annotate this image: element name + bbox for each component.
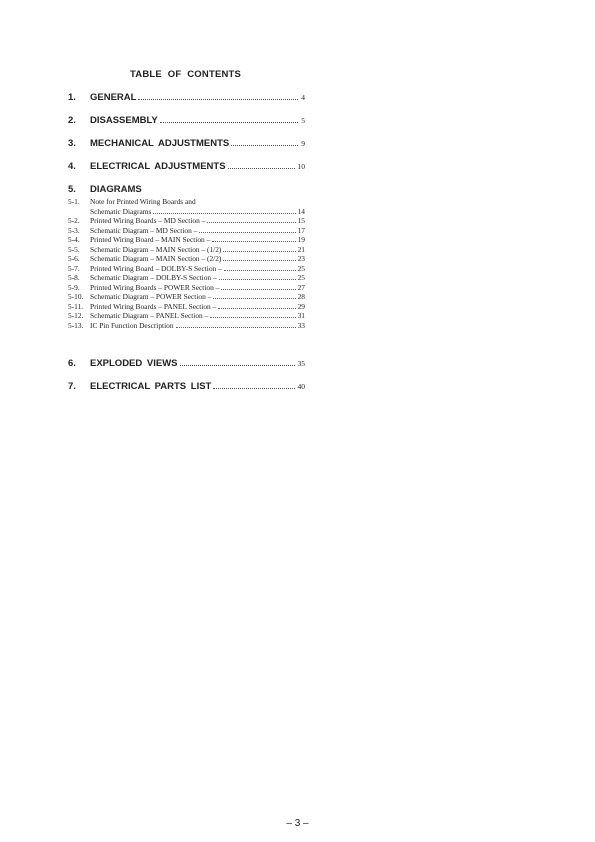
subsection-title: IC Pin Function Description — [90, 320, 174, 330]
toc-subsection[interactable] — [68, 254, 305, 264]
section-title: GENERAL — [90, 92, 137, 103]
subsection-page: 15 — [297, 216, 305, 225]
subsection-number: 5-5. — [68, 244, 80, 254]
dot-leader — [223, 259, 295, 261]
subsection-title: Printed Wiring Boards – MD Section – — [90, 216, 206, 225]
dot-leader — [180, 364, 295, 366]
dot-leader — [199, 231, 295, 233]
section-title: MECHANICAL ADJUSTMENTS — [90, 138, 230, 149]
dot-leader — [160, 121, 299, 123]
dot-leader — [213, 297, 295, 299]
subsection-title: Schematic Diagram – MD Section – — [90, 225, 198, 235]
section-number: 2. — [68, 115, 76, 126]
section-number: 4. — [68, 161, 76, 172]
section-page: 10 — [297, 162, 305, 171]
toc-subsection[interactable] — [68, 264, 305, 274]
toc-subsection[interactable] — [68, 321, 305, 331]
toc-section-general[interactable] — [68, 92, 305, 106]
toc-subsection[interactable] — [68, 197, 305, 207]
subsection-title: Schematic Diagram – MAIN Section – (1/2) — [90, 244, 222, 254]
toc-subsection[interactable] — [68, 207, 305, 217]
subsection-number: 5-3. — [68, 225, 80, 235]
toc-subsection[interactable] — [68, 226, 305, 236]
toc-section-mechanical-adjustments[interactable] — [68, 138, 305, 152]
section-page: 9 — [301, 139, 305, 148]
dot-leader — [219, 278, 296, 280]
subsection-page: 25 — [297, 273, 305, 282]
subsection-page: 27 — [297, 282, 305, 292]
subsection-page: 17 — [297, 225, 305, 235]
section-page: 4 — [301, 93, 305, 102]
diagrams-subsection-list — [68, 197, 305, 330]
subsection-number: 5-7. — [68, 263, 80, 273]
section-number: 1. — [68, 92, 76, 103]
toc-section-electrical-adjustments[interactable] — [68, 161, 305, 175]
subsection-number: 5-12. — [68, 311, 84, 320]
subsection-page: 19 — [297, 235, 305, 244]
section-page: 35 — [297, 359, 305, 368]
subsection-number: 5-11. — [68, 301, 84, 311]
toc-subsection[interactable] — [68, 216, 305, 226]
toc-subsection[interactable] — [68, 302, 305, 312]
subsection-title: Printed Wiring Board – DOLBY-S Section – — [90, 263, 222, 273]
subsection-title: Schematic Diagram – POWER Section – — [90, 292, 212, 301]
subsection-title: Printed Wiring Boards – PANEL Section – — [90, 301, 217, 311]
section-title: ELECTRICAL ADJUSTMENTS — [90, 161, 226, 172]
subsection-number: 5-2. — [68, 216, 80, 225]
dot-leader — [138, 98, 298, 100]
subsection-number: 5-4. — [68, 235, 80, 244]
section-title: ELECTRICAL PARTS LIST — [90, 381, 212, 392]
dot-leader — [213, 387, 294, 389]
dot-leader — [231, 144, 298, 146]
dot-leader — [210, 316, 295, 318]
dot-leader — [207, 221, 295, 223]
subsection-page: 23 — [297, 254, 305, 263]
subsection-title: Schematic Diagram – DOLBY-S Section – — [90, 273, 217, 282]
toc-subsection[interactable] — [68, 235, 305, 245]
subsection-number: 5-6. — [68, 254, 80, 263]
subsection-page: 33 — [297, 320, 305, 330]
section-title: DISASSEMBLY — [90, 115, 158, 126]
dot-leader — [228, 167, 295, 169]
subsection-title: Schematic Diagrams — [90, 206, 152, 216]
dot-leader — [224, 269, 296, 271]
toc-section-disassembly[interactable] — [68, 115, 305, 129]
toc-subsection[interactable] — [68, 292, 305, 302]
subsection-title: Printed Wiring Boards – POWER Section – — [90, 282, 220, 292]
toc-section-exploded-views[interactable] — [68, 358, 305, 372]
subsection-page: 21 — [297, 244, 305, 254]
dot-leader — [176, 326, 296, 328]
toc-subsection[interactable] — [68, 245, 305, 255]
subsection-page: 31 — [297, 311, 305, 320]
dot-leader — [221, 288, 295, 290]
dot-leader — [212, 240, 295, 242]
dot-leader — [223, 250, 295, 252]
toc-subsection[interactable] — [68, 311, 305, 321]
subsection-page: 25 — [297, 263, 305, 273]
subsection-number: 5-8. — [68, 273, 80, 282]
subsection-page: 28 — [297, 292, 305, 301]
subsection-number: 5-9. — [68, 282, 80, 292]
section-title: EXPLODED VIEWS — [90, 358, 178, 369]
subsection-page: 29 — [297, 301, 305, 311]
subsection-title: Schematic Diagram – MAIN Section – (2/2) — [90, 254, 222, 263]
section-title: DIAGRAMS — [90, 184, 142, 195]
toc-section-electrical-parts-list[interactable] — [68, 381, 305, 395]
section-page: 5 — [301, 116, 305, 125]
toc-title: TABLE OF CONTENTS — [130, 69, 242, 80]
subsection-number: 5-1. — [68, 197, 80, 206]
toc-subsection[interactable] — [68, 283, 305, 293]
subsection-title: Note for Printed Wiring Boards and — [90, 197, 196, 206]
subsection-number: 5-13. — [68, 320, 84, 330]
toc-subsection[interactable] — [68, 273, 305, 283]
subsection-number: 5-10. — [68, 292, 84, 301]
section-number: 7. — [68, 381, 76, 392]
subsection-title: Printed Wiring Board – MAIN Section – — [90, 235, 211, 244]
section-number: 3. — [68, 138, 76, 149]
subsection-page: 14 — [297, 206, 305, 216]
section-page: 40 — [297, 382, 305, 391]
dot-leader — [153, 212, 295, 214]
dot-leader — [218, 307, 295, 309]
section-number: 6. — [68, 358, 76, 369]
toc-section-diagrams[interactable] — [68, 184, 305, 197]
section-number: 5. — [68, 184, 76, 195]
page-number: – 3 – — [286, 818, 309, 829]
subsection-title: Schematic Diagram – PANEL Section – — [90, 311, 209, 320]
